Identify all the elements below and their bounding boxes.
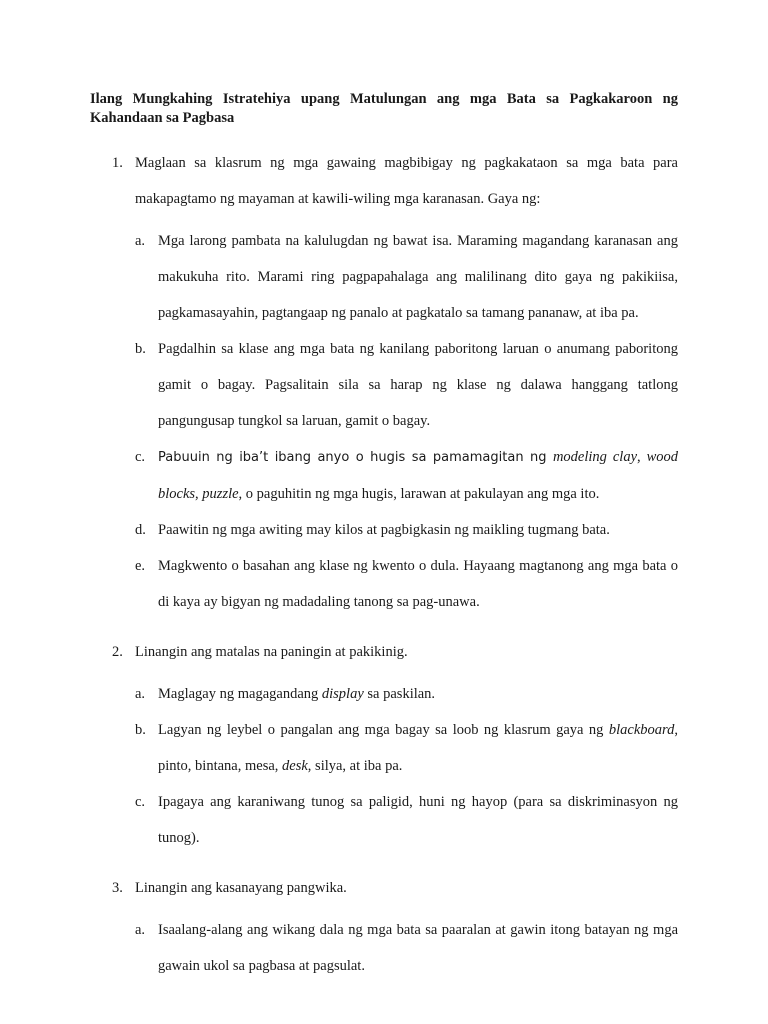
- sub-text: Magkwento o basahan ang klase ng kwento o dula. Hayaang magtanong ang mga bata o di kaya ay bigyan ng madadaling tanong sa pag-unawa.: [158, 558, 678, 610]
- text-segment: ,: [637, 449, 647, 465]
- sub-text: [158, 712, 678, 784]
- sub-item-1d: [135, 512, 678, 548]
- sub-item-2b: [135, 712, 678, 784]
- sub-letter: d.: [135, 522, 146, 538]
- sub-letter: a.: [135, 233, 146, 249]
- sub-item-2a: [135, 676, 678, 712]
- sub-text: Pagdalhin sa klase ang mga bata ng kanilang paboritong laruan o anumang paboritong gamit o bagay. Pagsalitain sila sa harap ng klase ng dalawa hanggang tatlong pangungusap tungkol sa laruan, gamit o bagay.: [158, 341, 678, 429]
- italic-term: display: [321, 686, 364, 702]
- sub-item-1c: [135, 439, 678, 512]
- italic-term: desk: [282, 758, 308, 774]
- sub-letter: a.: [135, 922, 146, 938]
- strategy-item-2: [90, 634, 678, 856]
- sub-text: Ipagaya ang karaniwang tunog sa paligid, huni ng hayop (para sa diskriminasyon ng tunog).: [158, 794, 678, 846]
- strategy-item-3: [90, 870, 678, 984]
- text-segment: Maglagay ng magagandang: [158, 686, 322, 702]
- item-number: 3.: [112, 880, 123, 896]
- sub-letter: c.: [135, 794, 146, 810]
- strategy-item-1: [90, 145, 678, 620]
- item-text: Maglaan sa klasrum ng mga gawaing magbibigay ng pagkakataon sa mga bata para makapagtamo ng mayaman at kawili-wiling mga karanasan. Gaya ng:: [135, 155, 678, 207]
- item-text: Linangin ang matalas na paningin at pakikinig.: [135, 644, 408, 660]
- sub-list: [135, 223, 678, 620]
- sub-item-1b: [135, 331, 678, 439]
- sub-text: Mga larong pambata na kalulugdan ng bawat isa. Maraming magandang karanasan ang makukuha rito. Marami ring pagpapahalaga ang malilinang dito gaya ng pakikiisa, pagkamasayahin, pagtangaap ng panalo at pagkatalo sa tamang pananaw, at iba pa.: [158, 233, 678, 321]
- sub-letter: b.: [135, 341, 146, 357]
- sub-item-1a: [135, 223, 678, 331]
- text-segment: ,: [195, 486, 203, 502]
- sub-letter: b.: [135, 722, 146, 738]
- sub-item-1e: [135, 548, 678, 620]
- text-segment: , pinto, bintana, mesa,: [158, 722, 678, 774]
- item-number: 2.: [112, 644, 123, 660]
- sub-letter: a.: [135, 686, 146, 702]
- text-segment: sa paskilan.: [363, 686, 436, 702]
- sub-list: [135, 676, 678, 856]
- text-segment: Pabuuin ng iba’t ibang anyo o hugis sa pamamagitan ng: [158, 450, 553, 465]
- document-title: Ilang Mungkahing Istratehiya upang Matulungan ang mga Bata sa Pagkakaroon ng Kahandaan sa Pagbasa: [90, 91, 678, 126]
- sub-letter: c.: [135, 449, 146, 465]
- sub-item-2c: [135, 784, 678, 856]
- text-segment: , silya, at iba pa.: [307, 758, 403, 774]
- item-text: Linangin ang kasanayang pangwika.: [135, 880, 347, 896]
- sub-text: [158, 676, 678, 712]
- strategy-list: [90, 145, 678, 984]
- text-segment: , o paguhitin ng mga hugis, larawan at pakulayan ang mga ito.: [238, 486, 600, 502]
- italic-term: blackboard: [608, 722, 675, 738]
- item-number: 1.: [112, 155, 123, 171]
- sub-list: [135, 912, 678, 984]
- sub-item-3a: [135, 912, 678, 984]
- italic-term: puzzle: [202, 486, 239, 502]
- italic-term: modeling clay: [552, 449, 638, 465]
- sub-text: Isaalang-alang ang wikang dala ng mga bata sa paaralan at gawin itong batayan ng mga gawain ukol sa pagbasa at pagsulat.: [158, 922, 678, 974]
- sub-text: [158, 439, 678, 512]
- italic-term: wood blocks: [158, 449, 679, 502]
- sub-text: Paawitin ng mga awiting may kilos at pagbigkasin ng maikling tugmang bata.: [158, 522, 610, 538]
- text-segment: Lagyan ng leybel o pangalan ang mga bagay sa loob ng klasrum gaya ng: [158, 722, 609, 738]
- sub-letter: e.: [135, 558, 146, 574]
